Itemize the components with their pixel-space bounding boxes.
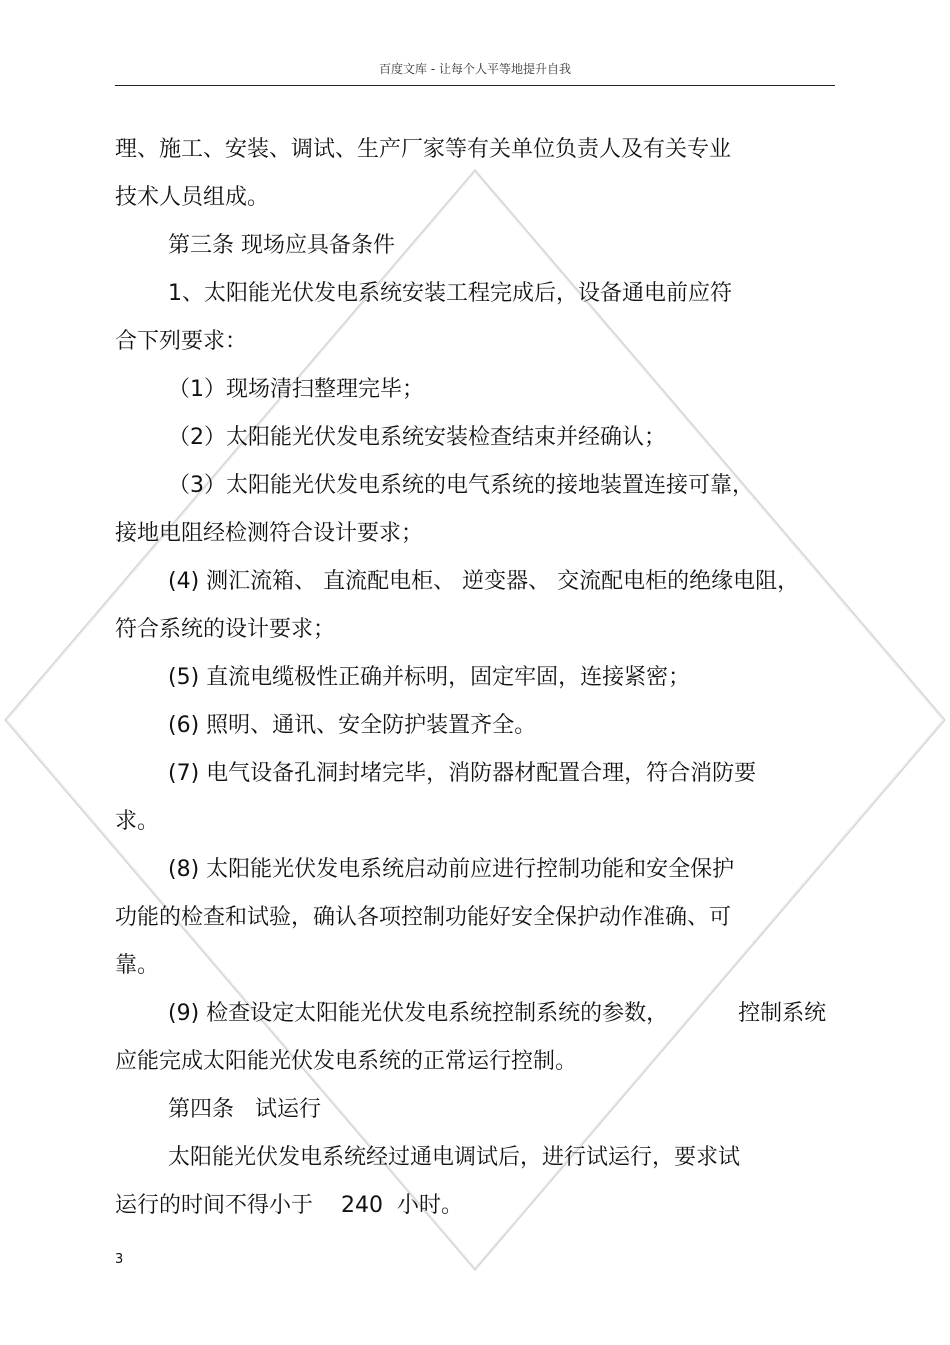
list-item: （1）现场清扫整理完毕； (168, 377, 424, 402)
text-line: 求。 (115, 809, 160, 834)
text-line: 技术人员组成。 (115, 185, 270, 210)
section-heading: 第四条 试运行 (168, 1097, 321, 1122)
text-line: 理、施工、安装、调试、生产厂家等有关单位负责人及有关专业 (115, 137, 732, 162)
text-line: 符合系统的设计要求； (115, 617, 336, 642)
page-header: 百度文库 - 让每个人平等地提升自我 (379, 62, 571, 76)
list-item: (4) 测汇流箱、 直流配电柜、 逆变器、 交流配电柜的绝缘电阻， (168, 569, 800, 594)
text-line: 合下列要求： (115, 329, 248, 354)
list-item: (7) 电气设备孔洞封堵完毕，消防器材配置合理，符合消防要 (168, 761, 757, 786)
list-item: (9) 检查设定太阳能光伏发电系统控制系统的参数， 控制系统 (168, 1001, 827, 1026)
text-line: 应能完成太阳能光伏发电系统的正常运行控制。 (115, 1049, 578, 1074)
text-line: 功能的检查和试验，确认各项控制功能好安全保护动作准确、可 (115, 905, 732, 930)
list-item: (5) 直流电缆极性正确并标明，固定牢固，连接紧密； (168, 665, 691, 690)
text-line: 运行的时间不得小于 240 小时。 (115, 1193, 463, 1218)
text-line: 接地电阻经检测符合设计要求； (115, 521, 424, 546)
list-item: （3）太阳能光伏发电系统的电气系统的接地装置连接可靠， (168, 473, 754, 498)
list-item: （2）太阳能光伏发电系统安装检查结束并经确认； (168, 425, 666, 450)
list-item: (8) 太阳能光伏发电系统启动前应进行控制功能和安全保护 (168, 857, 735, 882)
section-heading: 第三条 现场应具备条件 (168, 233, 395, 258)
text-line: 太阳能光伏发电系统经过通电调试后，进行试运行，要求试 (168, 1145, 741, 1170)
page-number: 3 (115, 1252, 124, 1267)
text-line: 1、太阳能光伏发电系统安装工程完成后，设备通电前应符 (168, 281, 732, 306)
header-divider (115, 85, 835, 86)
list-item: (6) 照明、通讯、安全防护装置齐全。 (168, 713, 537, 738)
text-line: 靠。 (115, 953, 160, 978)
